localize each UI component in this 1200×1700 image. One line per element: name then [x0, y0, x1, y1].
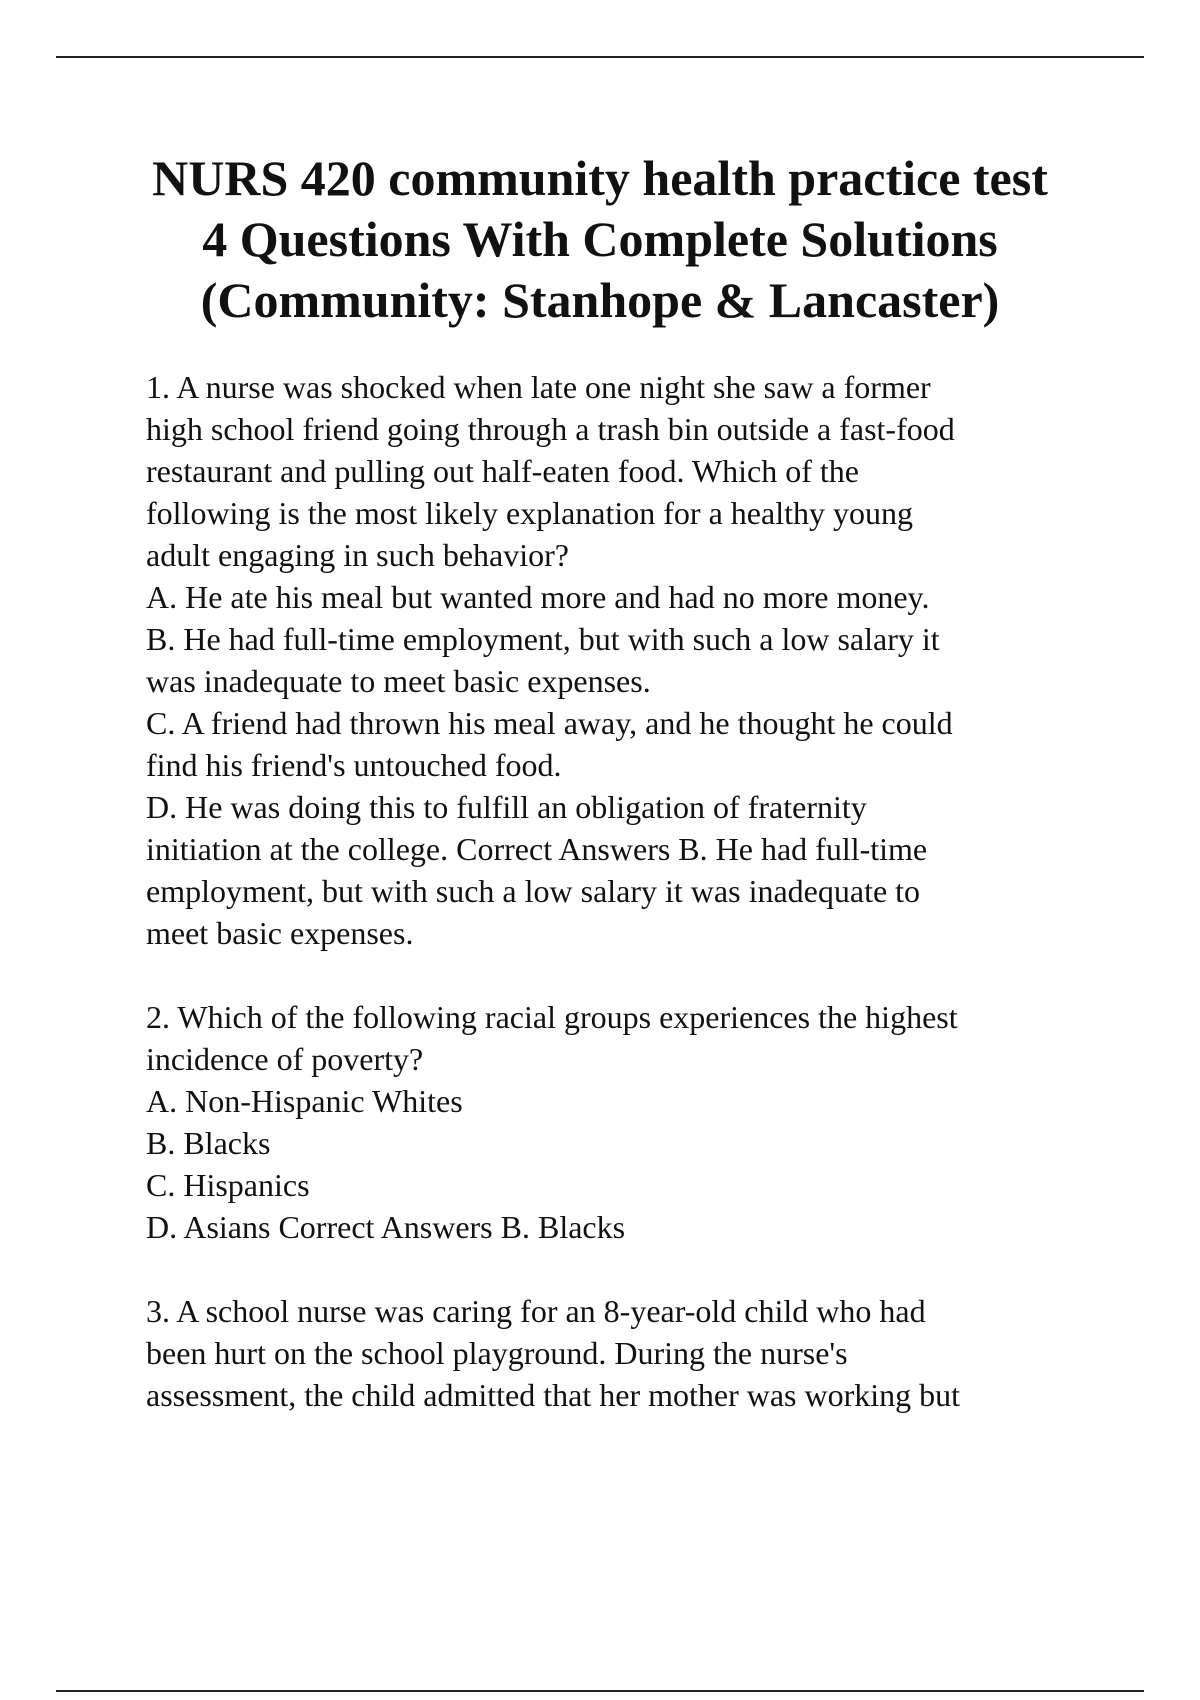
question-1 [146, 366, 1086, 954]
document-body [146, 366, 1086, 1416]
question-text: adult engaging in such behavior? [146, 537, 569, 573]
question-text: 2. Which of the following racial groups experiences the highest [146, 999, 958, 1035]
question-3 [146, 1290, 1086, 1416]
question-text: incidence of poverty? [146, 1041, 424, 1077]
correct-answer: employment, but with such a low salary it was inadequate to [146, 873, 921, 909]
question-text: 3. A school nurse was caring for an 8-year-old child who had [146, 1293, 926, 1329]
top-divider [56, 56, 1144, 58]
question-text: been hurt on the school playground. During the nurse's [146, 1335, 848, 1371]
correct-answer: D. Asians Correct Answers B. Blacks [146, 1209, 626, 1245]
question-text: high school friend going through a trash bin outside a fast-food [146, 411, 955, 447]
question-text: following is the most likely explanation for a healthy young [146, 495, 913, 531]
title-line: (Community: Stanhope & Lancaster) [200, 272, 1000, 328]
answer-option-c: C. A friend had thrown his meal away, and he thought he could [146, 705, 953, 741]
document-title [100, 148, 1100, 331]
answer-option-d: D. He was doing this to fulfill an obligation of fraternity [146, 789, 867, 825]
question-text: restaurant and pulling out half-eaten food. Which of the [146, 453, 859, 489]
correct-answer: meet basic expenses. [146, 915, 414, 951]
spacer [146, 1248, 1086, 1290]
answer-option-b: B. He had full-time employment, but with such a low salary it [146, 621, 940, 657]
answer-option-c: C. Hispanics [146, 1167, 310, 1203]
answer-option-a: A. Non-Hispanic Whites [146, 1083, 463, 1119]
answer-option-a: A. He ate his meal but wanted more and had no more money. [146, 579, 930, 615]
question-2 [146, 996, 1086, 1248]
title-line: NURS 420 community health practice test [152, 150, 1048, 206]
answer-option-b: B. Blacks [146, 1125, 271, 1161]
question-text: 1. A nurse was shocked when late one night she saw a former [146, 369, 931, 405]
question-text: assessment, the child admitted that her mother was working but [146, 1377, 961, 1413]
answer-option-b: was inadequate to meet basic expenses. [146, 663, 651, 699]
answer-option-c: find his friend's untouched food. [146, 747, 562, 783]
correct-answer: initiation at the college. Correct Answers B. He had full-time [146, 831, 928, 867]
title-line: 4 Questions With Complete Solutions [202, 211, 998, 267]
bottom-divider [56, 1690, 1144, 1692]
spacer [146, 954, 1086, 996]
